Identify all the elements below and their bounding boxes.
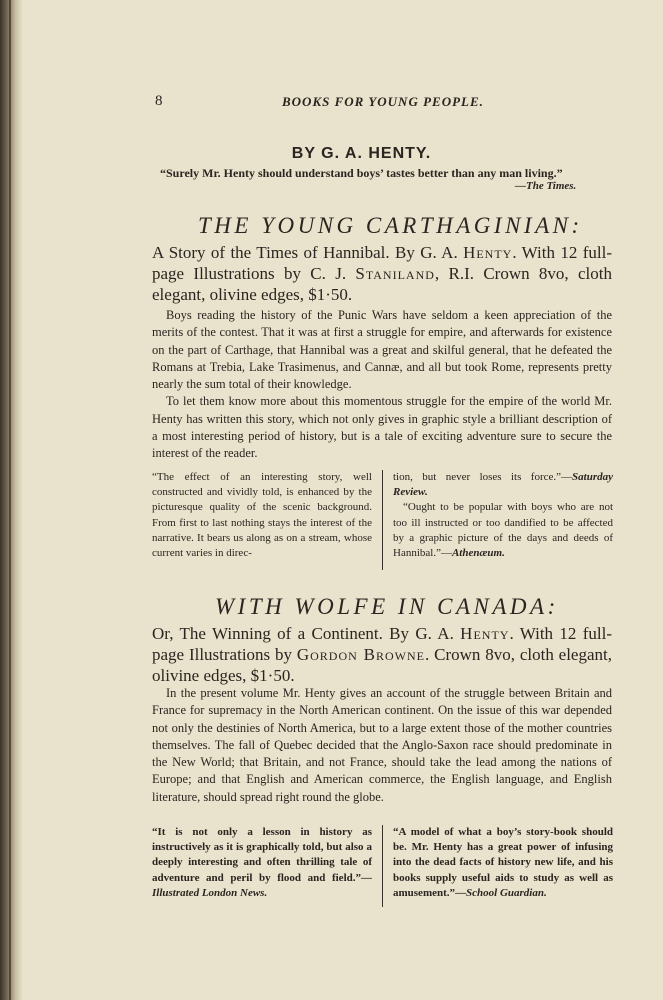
- book2-author: Henty: [460, 624, 510, 643]
- book2-illustrator: Gordon Browne: [296, 645, 425, 664]
- book1-subtitle-a: A Story of the Times of Hannibal. By G. A.: [152, 243, 464, 262]
- book1-review-right-a-source: Saturday Review.: [393, 471, 613, 499]
- column-rule: [382, 825, 383, 907]
- book1-paragraph: Boys reading the history of the Punic Wars have seldom a keen appreciation of the merits of the contest. That it was at first a struggle for empire, and afterwards for existence on the part of Carthage, that Hannibal was a great and skilful general, that he defeated the Romans at Trebia, Lake Trasimenus, and Cannæ, and all but took Rome, represents pretty nearly the sum total of their knowledge.: [152, 308, 612, 392]
- book2-review-right: [393, 825, 613, 901]
- column-rule: [382, 470, 383, 570]
- book1-paragraph: To let them know more about this momentous struggle for the empire of the world Mr. Henty has written this story, which not only gives in graphic style a brilliant description of a most interesting period of history, but is a tale of exciting adventure sure to secure the interest of the reader.: [152, 394, 612, 461]
- author-quote: “Surely Mr. Henty should understand boys’ tastes better than any man living.”: [160, 166, 563, 180]
- running-title: BOOKS FOR YOUNG PEOPLE.: [282, 94, 484, 109]
- book2-review-left-text: “It is not only a lesson in history as instructively as it is graphically told, but also a deeply interesting and often thrilling tale of adventure and peril by flood and field.”—: [152, 826, 372, 884]
- book1-description: [152, 307, 612, 463]
- book1-review-right-a: tion, but never loses its force.”—: [393, 471, 573, 483]
- book2-review-right-source: School Guardian.: [466, 886, 547, 899]
- book2-review-left-source: Illustrated London News.: [152, 886, 268, 899]
- book2-subtitle-a: Or, The Winning of a Continent. By G. A.: [152, 624, 461, 643]
- book2-subtitle-b: . With 12 full-page Illustrations by: [152, 624, 612, 664]
- book1-review-left: “The effect of an interesting story, well constructed and vividly told, is enhanced by the picturesque quality of the scenic background. From first to last nothing stays the interest of the narrative. It bears us along as on a stream, whose current varies in direc-: [152, 471, 372, 560]
- book2-description: [152, 685, 612, 806]
- book2-review-left: [152, 825, 372, 901]
- book1-subtitle-c: , R.I. Crown 8vo, cloth elegant, olivine edges, $1·50.: [152, 264, 612, 304]
- book2-review-right-text: “A model of what a boy’s story-book should be. Mr. Henty has a great power of infusing into the dead facts of history new life, and his books supply useful aids to study as well as amusement.”—: [393, 826, 613, 899]
- book-title-young-carthaginian: THE YOUNG CARTHAGINIAN:: [198, 213, 583, 238]
- book1-author: Henty: [463, 243, 513, 262]
- page-number: 8: [155, 93, 163, 109]
- author-quote-source: —The Times.: [515, 180, 577, 192]
- book-title-with-wolfe-in-canada: WITH WOLFE IN CANADA:: [215, 594, 559, 619]
- book1-review-right-b-source: Athenæum.: [451, 547, 505, 560]
- book1-review-right: [393, 470, 613, 561]
- author-heading: BY G. A. HENTY.: [291, 145, 432, 162]
- book1-subtitle: [152, 242, 612, 305]
- book2-subtitle: [152, 623, 612, 686]
- book2-paragraph: In the present volume Mr. Henty gives an account of the struggle between Britain and France for supremacy in the North American continent. On the issue of this war depended not only the destinies of North America, but to a large extent those of the mother countries themselves. The fall of Quebec decided that the Anglo-Saxon race should predominate in the New World; that Britain, and not France, should take the lead among the nations of Europe; and that English and American commerce, the English language, and English literature, should spread right round the globe.: [152, 686, 612, 804]
- book1-illustrator: Staniland: [355, 264, 435, 283]
- book1-subtitle-b: . With 12 full-page Illustrations by C. J.: [152, 243, 612, 283]
- book2-subtitle-c: . Crown 8vo, cloth elegant, olivine edges, $1·50.: [152, 645, 612, 685]
- book1-review-right-b: “Ought to be popular with boys who are not too ill instructed or too dandified to be affected by a graphic picture of the days and deeds of Hannibal.”—: [393, 501, 613, 560]
